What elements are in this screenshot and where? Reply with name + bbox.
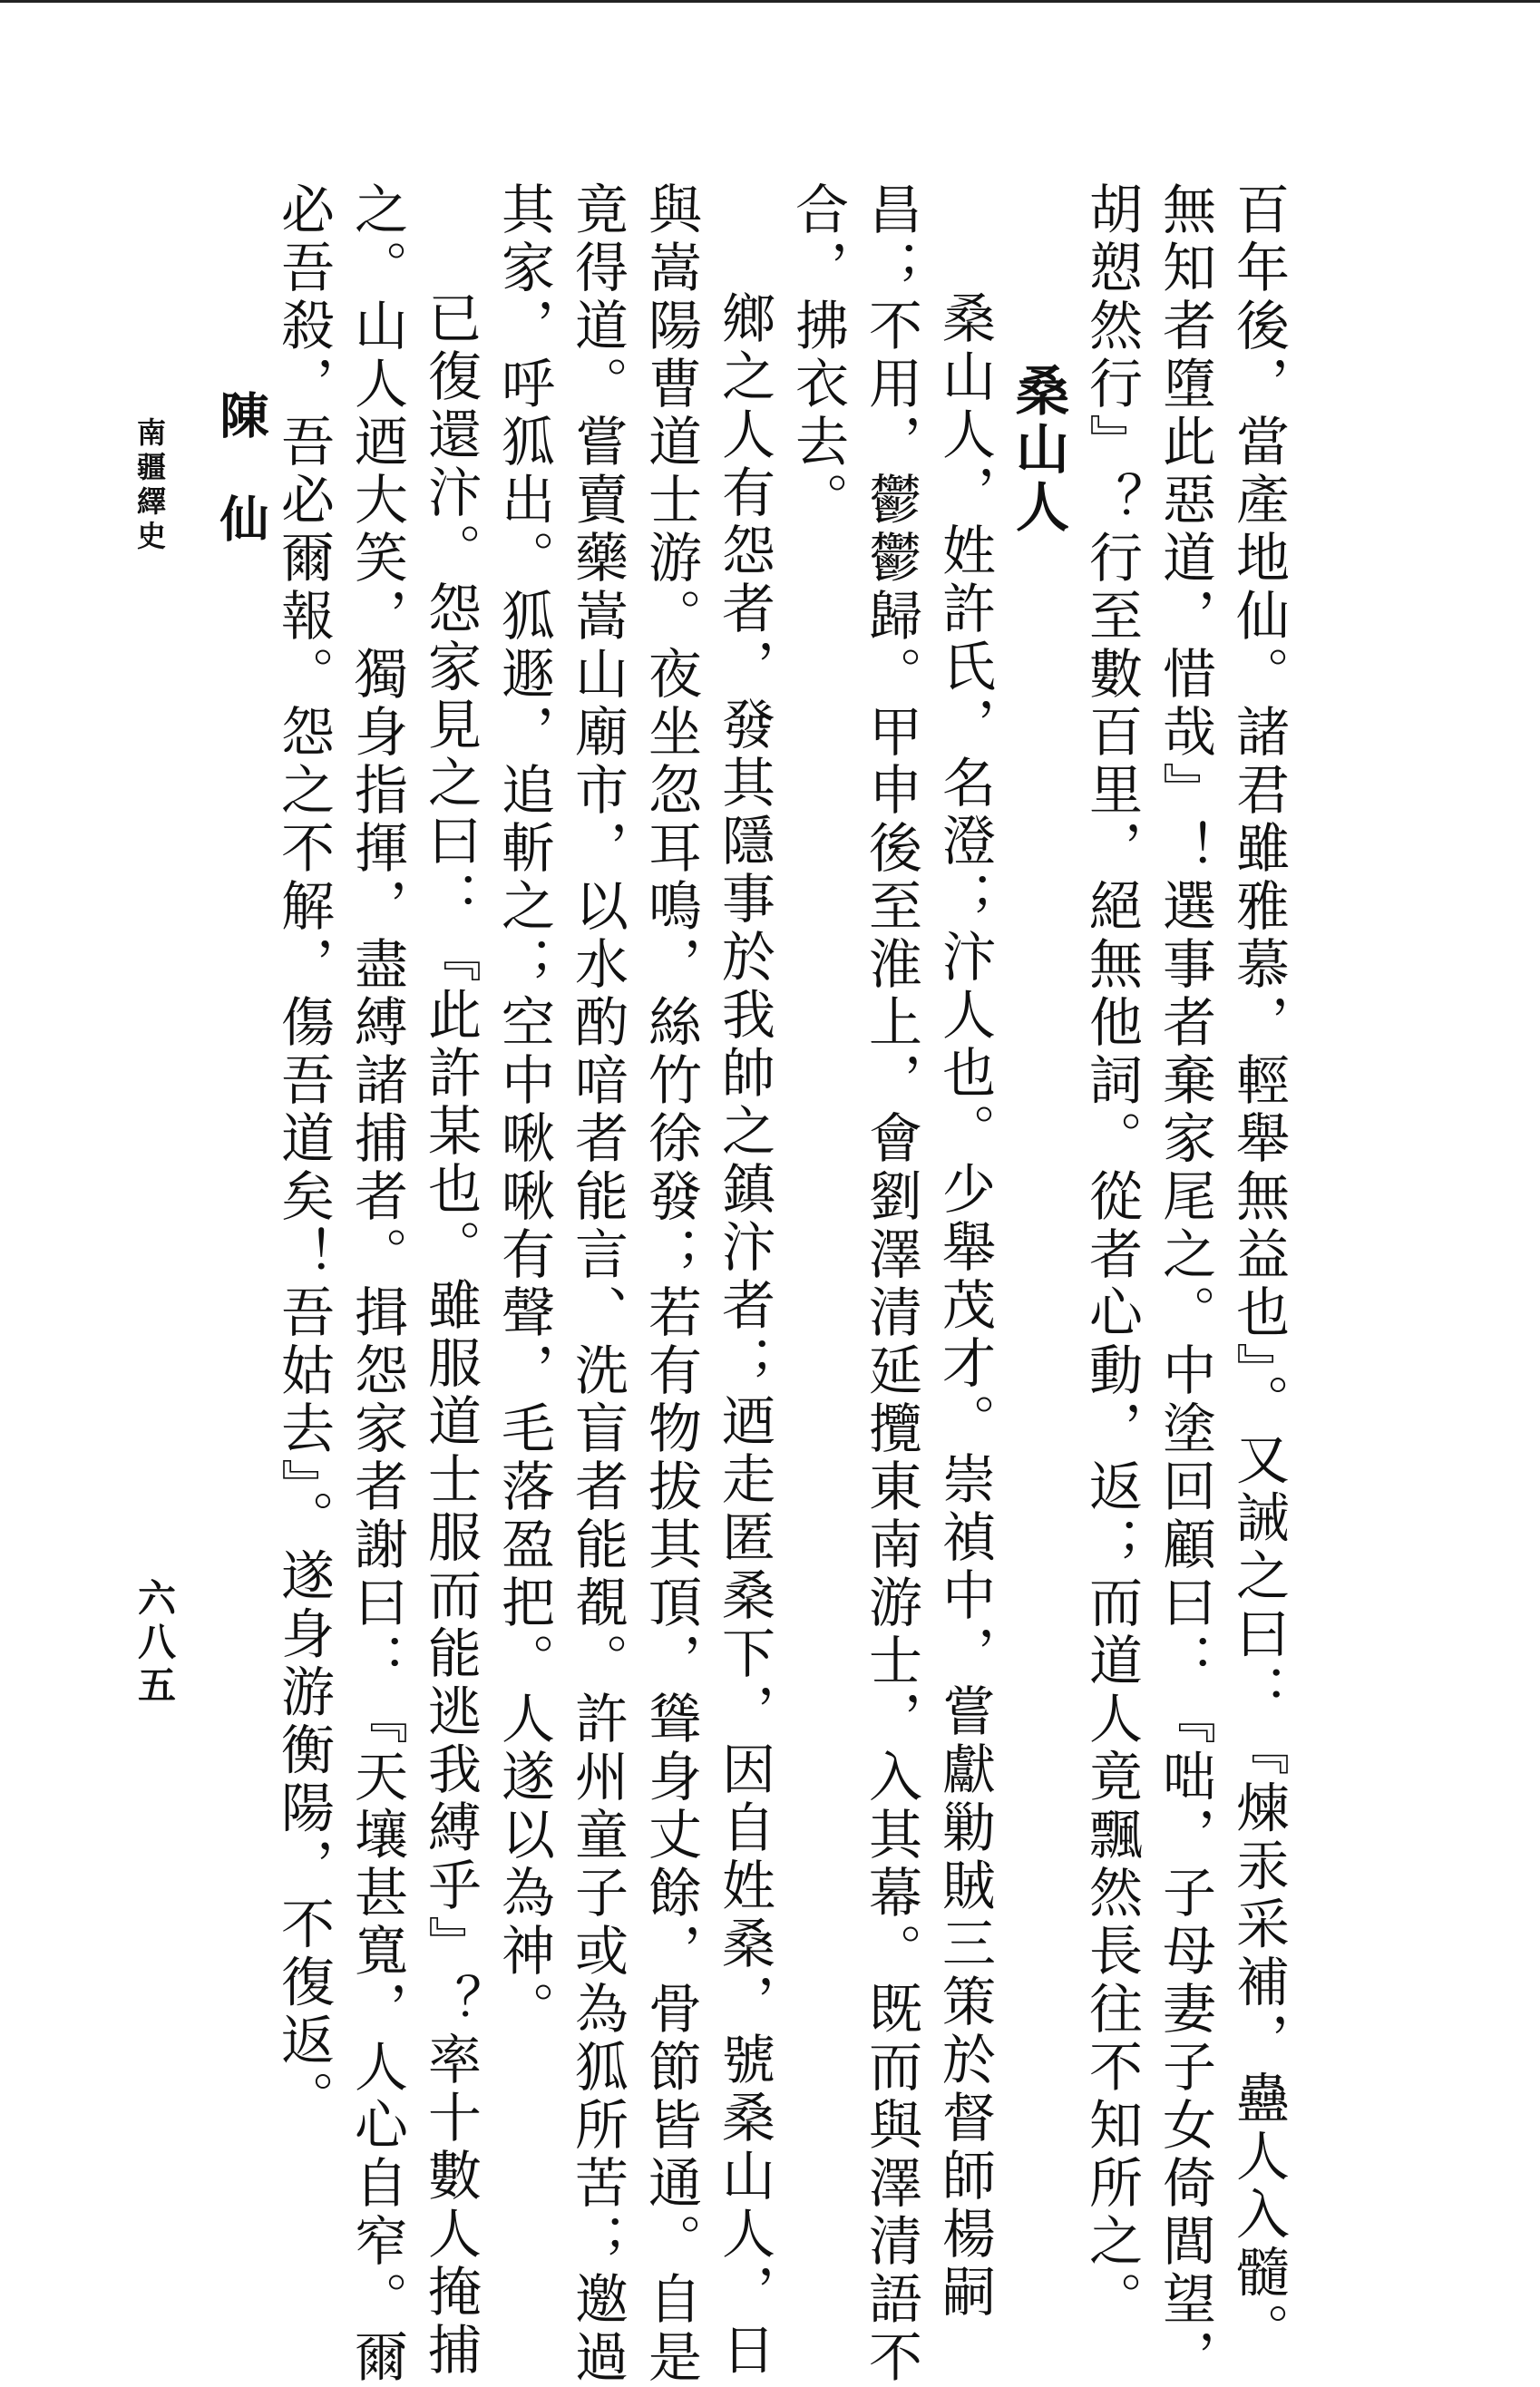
top-border-rule (0, 0, 1540, 3)
chapter-title: 陳仙 (212, 390, 270, 597)
text-line: 無知者墮此惡道，惜哉』！選事者棄家尾之。中塗回顧曰：『咄，子母妻子女倚閭望， (1154, 181, 1216, 2387)
text-line: 昌；不用，鬱鬱歸。甲申後至淮上，會劉澤清延攬東南游士，入其幕。既而與澤清語不 (860, 181, 922, 2387)
text-line: 鄉之人有怨者，發其隱事於我帥之鎮汴者；迺走匿桑下，因自姓桑，號桑山人，日 (713, 290, 775, 2380)
page-number: 六八五 (132, 1578, 177, 1709)
text-line: 百年後，當產地仙。諸君雖雅慕，輕舉無益也』。又誡之曰：『煉汞采補，蠱人入髓。 (1227, 181, 1290, 2361)
text-line: 桑山人，姓許氏，名澄；汴人也。少舉茂才。崇禎中，嘗獻勦賊三策於督師楊嗣 (933, 290, 996, 2322)
text-line: 與嵩陽曹道士游。夜坐忽耳鳴，絲竹徐發；若有物拔其頂，聳身丈餘，骨節皆通。自是 (639, 181, 702, 2387)
text-line: 竟得道。嘗賣藥嵩山廟市，以水酌喑者能言、洗盲者能覩。許州童子或為狐所苦；邀過 (566, 181, 629, 2387)
text-line: 胡愬然行』？行至數百里，絕無他詞。從者心動，返；而道人竟飄然長往不知所之。 (1080, 181, 1143, 2329)
section-heading: 桑山人 (1007, 363, 1069, 537)
text-line: 必吾殺，吾必爾報。怨之不解，傷吾道矣！吾姑去』。遂身游衡陽，不復返。 (272, 181, 335, 2129)
book-title: 南疆繹史 (132, 417, 167, 555)
text-line: 合，拂衣去。 (786, 181, 849, 530)
main-text (267, 181, 1295, 2387)
text-line: 之。山人迺大笑，獨身指揮，盡縛諸捕者。揖怨家者謝曰：『天壤甚寬，人心自窄。爾 (346, 181, 408, 2387)
text-line: 其家，呼狐出。狐遯，追斬之；空中啾啾有聲，毛落盈把。人遂以為神。 (492, 181, 555, 2039)
text-line: 已復還汴。怨家見之曰：『此許某也。雖服道士服而能逃我縛乎』？率十數人掩捕 (419, 290, 482, 2380)
